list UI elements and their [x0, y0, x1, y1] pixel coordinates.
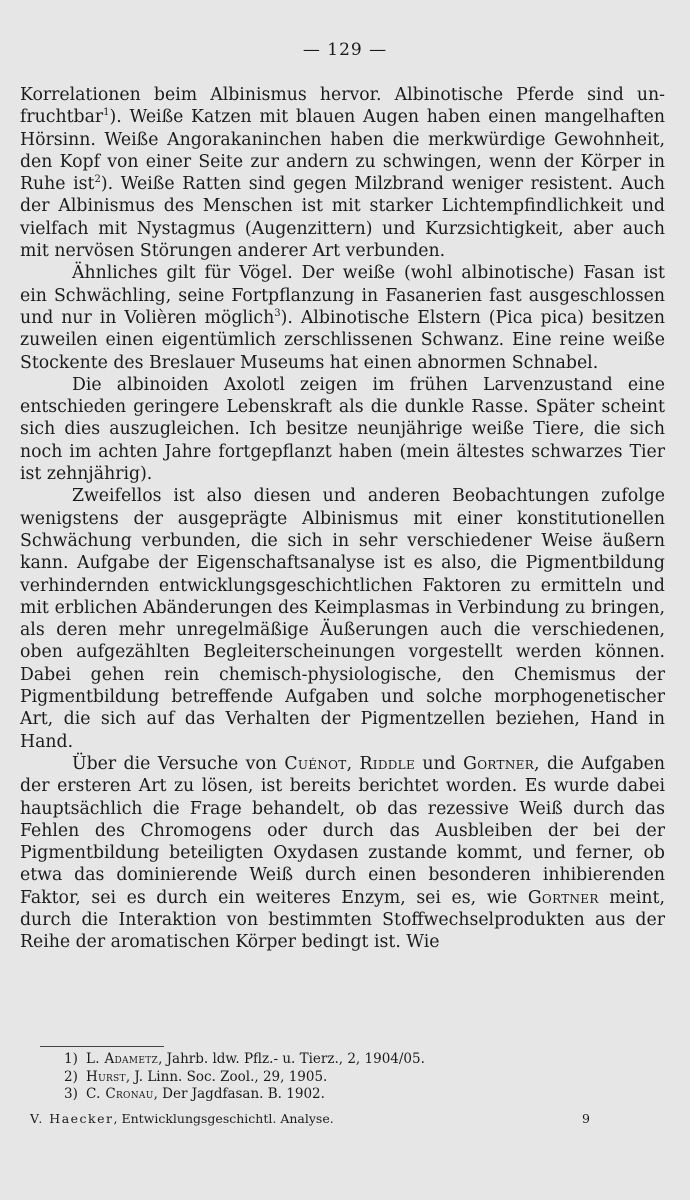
footnote-number: 3) — [64, 1086, 78, 1102]
footnote-marker: 1 — [103, 107, 110, 119]
footnote-author: C. Cronau — [86, 1086, 154, 1102]
paragraph-5 — [20, 753, 665, 954]
paragraph-3 — [20, 374, 665, 485]
footnotes — [64, 1051, 624, 1104]
author-name: Gortner — [527, 887, 599, 908]
body-text — [20, 84, 665, 954]
text-run: Zweifellos ist also diesen und anderen Beobachtungen zufolge wenigstens der ausgeprägte Albinismus mit einer konstitutionellen Schwächung verbunden, die sich in sehr verschiedener Weise äußern kann. Aufgabe der Eigenschaftsanalyse ist es also, die Pigmentbildung verhindernden entwicklungsgeschichtlichen Faktoren zu ermitteln und mit erblichen Abänderungen des Keimplasmas in Verbindung zu bringen, als deren mehr unregelmäßige Äußerungen auch die verschiedenen, oben aufgezählten Begleiterscheinungen vorgestellt werden können. Dabei gehen rein chemisch-physiologische, den Chemismus der Pigmentbildung betreffende Aufgaben und solche morphogenetischer Art, die sich auf das Verhalten der Pigmentzellen beziehen, Hand in Hand. — [20, 486, 665, 752]
page-number-header: — 129 — — [302, 40, 388, 60]
paragraph-4 — [20, 485, 665, 753]
footnote-number: 2) — [64, 1068, 78, 1085]
footnote-number: 1) — [64, 1051, 78, 1067]
text-run: meint, durch die Interaktion von bestimmten Stoffwechselprodukten aus der Reihe der aromatischen Körper bedingt ist. Wie — [20, 887, 665, 953]
footnote-author: Hurst — [86, 1068, 126, 1085]
paragraph-1 — [20, 84, 665, 262]
footnote-rule — [40, 1046, 164, 1047]
sheet-number: 9 — [582, 1111, 590, 1126]
footnote-author: L. Adametz — [86, 1051, 159, 1067]
text-run: ). Albinotische Elstern (Pica pica) besitzen zuweilen einen eigentümlich zerschlissenen Schwanz. Eine reine weiße Stockente des Breslauer Museums hat einen abnormen Schnabel. — [20, 307, 666, 373]
text-run: Ähnliches gilt für Vögel. Der weiße (wohl albinotische) Fasan ist ein Schwächling, seine Fortpflanzung in Fasanerien fast ausgeschlossen und nur in Volièren möglich — [20, 263, 665, 328]
footnote-marker: 3 — [274, 308, 281, 320]
text-run: und — [415, 753, 464, 774]
footnote-3 — [64, 1086, 624, 1104]
text-run: Die albinoiden Axolotl zeigen im frühen Larvenzustand eine entschieden geringere Lebenskraft als die dunkle Rasse. Später scheint sich dies auszugleichen. Ich besitze neunjährige weiße Tiere, die sich noch im achten Jahre fortgepflanzt haben (mein ältestes schwarzes Tier ist zehnjährig). — [20, 374, 665, 485]
author-name: Cuénot — [284, 753, 347, 774]
author-name: Gortner — [463, 753, 535, 774]
footnote-2 — [64, 1069, 624, 1087]
text-run: ). Weiße Ratten sind gegen Milzbrand weniger resistent. Auch der Albinismus des Menschen ist mit starker Lichtempfindlichkeit und vielfach mit Nystagmus (Augenzittern) und Kurzsichtigkeit, aber auch mit nervösen Störungen anderer Art verbunden. — [20, 174, 665, 262]
footnote-reference: , Der Jagdfasan. B. 1902. — [153, 1086, 325, 1102]
footnote-reference: , Jahrb. ldw. Pflz.- u. Tierz., 2, 1904/05. — [158, 1051, 425, 1067]
text-run: Korrelationen beim Albinismus hervor. Albinotische Pferde sind unfruchtbar — [20, 85, 665, 128]
footnote-reference: , J. Linn. Soc. Zool., 29, 1905. — [125, 1068, 328, 1085]
text-run: ). Weiße Katzen mit blauen Augen haben einen mangelhaften Hörsinn. Weiße Angorakaninchen haben die merkwürdige Gewohnheit, den Kopf von einer Seite zur andern zu schwingen, wenn der Körper in Ruhe ist — [20, 107, 665, 195]
text-run: , die Aufgaben der ersteren Art zu lösen, ist bereits berichtet worden. Es wurde dabei hauptsächlich die Frage behandelt, ob das rezessive Weiß durch das Fehlen des Chromogens oder durch das Ausbleiben der bei der Pigmentbildung beteiligten Oxydasen zustande kommt, und ferner, ob etwa das dominierende Weiß durch einen besonderen inhibierenden Faktor, sei es durch ein weiteres Enzym, sei es, wie — [20, 753, 665, 908]
paragraph-2 — [20, 262, 665, 373]
text-run: Über die Versuche von — [72, 753, 285, 774]
signature-author: V. Haecker — [30, 1111, 114, 1126]
author-name: Riddle — [359, 753, 416, 774]
footnote-marker: 2 — [94, 174, 101, 186]
page-footer — [30, 1111, 590, 1126]
text-run: , — [346, 753, 360, 774]
signature-line — [30, 1111, 334, 1126]
footnote-1 — [64, 1051, 624, 1069]
signature-title: , Entwicklungsgeschichtl. Analyse. — [113, 1111, 334, 1126]
